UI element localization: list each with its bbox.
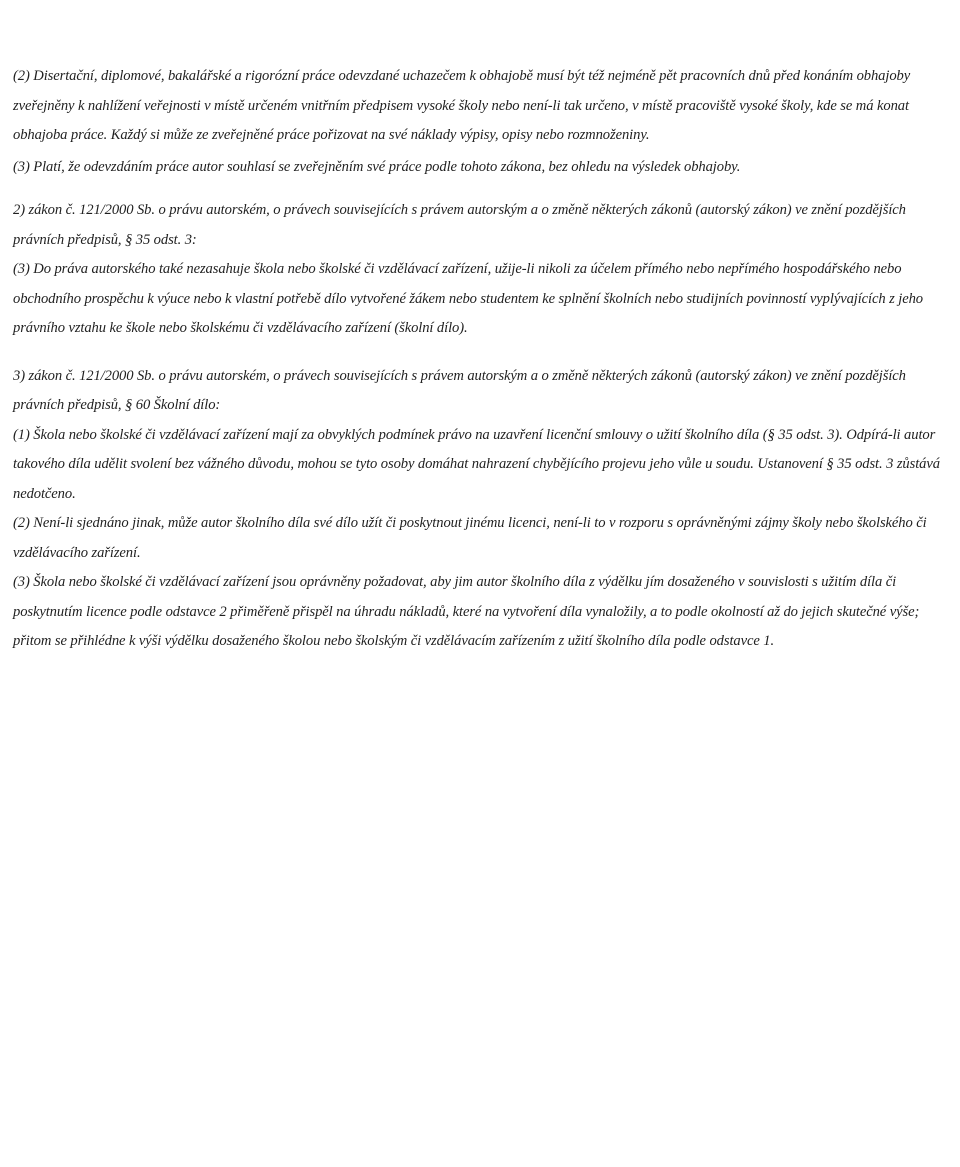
document-body: [13, 62, 943, 657]
paragraph-footnote-2: 2) zákon č. 121/2000 Sb. o právu autorském, o právech souvisejících s právem autorským a o změně některých zákonů (autorský zákon) ve znění pozdějších právních předpisů, § 35 odst. 3:: [13, 202, 906, 248]
paragraph-uhrada-nakladu: (3) Škola nebo školské či vzdělávací zařízení jsou oprávněny požadovat, aby jim autor školního díla z výdělku jím dosaženého v souvislosti s užitím díla či poskytnutím licence podle odstavce 2 přiměřeně přispěl na úhradu nákladů, které na vytvoření díla vynaložily, a to podle okolností až do jejich skutečné výše; přitom se přihlédne k výši výdělku dosaženého školou nebo školským či vzdělávacím zařízením z užití školního díla podle odstavce 1.: [13, 574, 920, 649]
spacer: [13, 182, 943, 196]
spacer: [13, 344, 943, 362]
paragraph-souhlas-zverejneni: (3) Platí, že odevzdáním práce autor souhlasí se zveřejněním své práce podle tohoto zákona, bez ohledu na výsledek obhajoby.: [13, 158, 741, 175]
paragraph-footnote-3: 3) zákon č. 121/2000 Sb. o právu autorském, o právech souvisejících s právem autorským a o změně některých zákonů (autorský zákon) ve znění pozdějších právních předpisů, § 60 Školní dílo:: [13, 367, 906, 413]
paragraph-jina-licence: (2) Není-li sjednáno jinak, může autor školního díla své dílo užít či poskytnout jinému licenci, není-li to v rozporu s oprávněnými zájmy školy nebo školského či vzdělávacího zařízení.: [13, 515, 927, 561]
paragraph-skolni-dilo: (3) Do práva autorského také nezasahuje škola nebo školské či vzdělávací zařízení, užije-li nikoli za účelem přímého nebo nepřímého hospodářského nebo obchodního prospěchu k výuce nebo k vlastní potřebě dílo vytvořené žákem nebo studentem ke splnění školních nebo studijních povinností vyplývajících z jeho právního vztahu ke škole nebo školskému či vzdělávacího zařízení (školní dílo).: [13, 261, 923, 336]
paragraph-licencni-smlouva: (1) Škola nebo školské či vzdělávací zařízení mají za obvyklých podmínek právo na uzavření licenční smlouvy o užití školního díla (§ 35 odst. 3). Odpírá-li autor takového díla udělit svolení bez vážného důvodu, mohou se tyto osoby domáhat nahrazení chybějícího projevu jeho vůle u soudu. Ustanovení § 35 odst. 3 zůstává nedotčeno.: [13, 426, 940, 502]
paragraph-disertacni-prace: (2) Disertační, diplomové, bakalářské a rigorózní práce odevzdané uchazečem k obhajobě musí být též nejméně pět pracovních dnů před konáním obhajoby zveřejněny k nahlížení veřejnosti v místě určeném vnitřním předpisem vysoké školy nebo není-li tak určeno, v místě pracoviště vysoké školy, kde se má konat obhajoba práce. Každý si může ze zveřejněné práce pořizovat na své náklady výpisy, opisy nebo rozmnoženiny.: [13, 68, 911, 143]
